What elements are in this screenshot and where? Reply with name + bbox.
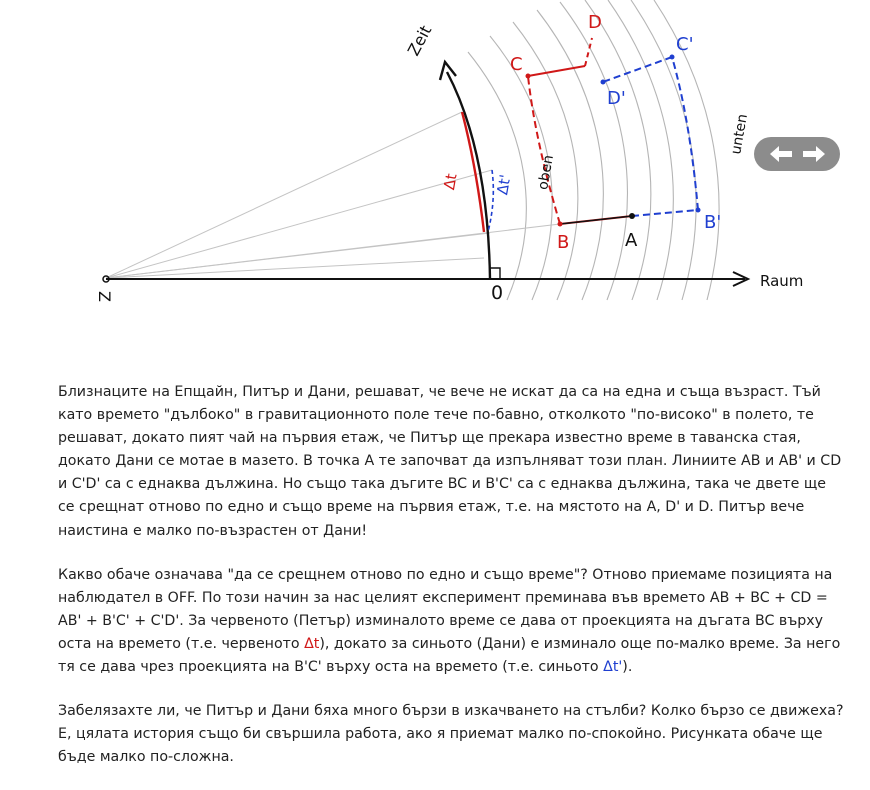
label-delta-t: Δt: [440, 172, 461, 192]
field-arc: [608, 0, 673, 300]
label-d-prime: D': [607, 88, 626, 109]
label-unten: unten: [728, 112, 752, 156]
paragraph-2-part-3: ).: [622, 659, 633, 676]
projection-rays: [106, 112, 560, 278]
segment-ba: [560, 216, 632, 224]
arrow-right-icon: [801, 144, 827, 164]
ray: [106, 233, 490, 278]
spacetime-diagram: [0, 0, 870, 330]
prev-button[interactable]: [768, 144, 794, 164]
right-angle-mark: [490, 268, 500, 279]
paragraph-2: [58, 564, 846, 679]
delta-t-red-text: Δt: [304, 635, 320, 652]
paragraph-1: Близнаците на Епщайн, Питър и Дани, решават, че вече не искат да са на една и съща възраст. Тъй като времето "дълбоко" в гравитационното поле тече по-бавно, отколкото "по-високо" в полето, те решават, докато пият чай на първия етаж, че Питър ще прекара известно време в таванска стая, докато Дани се мотае в мазето. В точка А те започват да изпълняват този план. Линиите АВ и АВ' и CD и C'D' са с еднаква дължина. Но също така дъгите BC и B'C' са с еднаква дължина, така че двете ще се срещнат отново по едно и също време на първия етаж, т.е. на мястото на A, D' и D. Питър вече наистина е малко по-възрастен от Дани!: [58, 384, 842, 539]
ray: [106, 112, 462, 278]
label-d: D: [588, 12, 602, 33]
label-oben: oben: [535, 153, 557, 192]
point-c: [526, 74, 531, 79]
label-zeit: Zeit: [403, 22, 436, 59]
point-d-prime: [601, 80, 606, 85]
ray: [106, 170, 492, 278]
label-c-prime: C': [676, 34, 694, 55]
point-b-prime: [696, 208, 701, 213]
article-body: [58, 381, 846, 790]
label-a: A: [625, 230, 638, 251]
field-arc: [560, 2, 627, 300]
label-b-prime: B': [704, 212, 722, 233]
label-b: B: [557, 232, 570, 253]
paragraph-2-part-2: ), докато за синьото (Дани) е изминало още по-малко време. За него тя се дава чрез проекцията на B'C' върху оста на времето (т.е. синьото: [58, 635, 841, 676]
red-path: [528, 38, 632, 224]
raum-axis: [106, 272, 748, 286]
paragraph-2-part-1: Какво обаче означава "да се срещнем отново по едно и също време"? Отново приемаме позицията на наблюдател в OFF. По този начин за нас целият експеримент преминава във времето AB + BC + CD = AB' + B'C' + C'D'. За червеното (Петър) изминалото време се дава от проекцията на дъгата BC върху оста на времето (т.е. червеното: [58, 566, 833, 652]
point-c-prime: [670, 55, 675, 60]
label-delta-t-prime: Δt': [493, 173, 515, 197]
label-c: C: [510, 54, 523, 75]
point-a: [629, 213, 635, 219]
slider-nav: [754, 137, 840, 171]
zeit-axis: [440, 62, 490, 279]
point-b: [558, 222, 563, 227]
label-center: Z: [95, 291, 114, 302]
paragraph-3: Забелязахте ли, че Питър и Дани бяха много бързи в изкачването на стълби? Колко бързо се движеха? Е, цялата история също би свършила работа, ако я приемат малко по-спокойно. Рисунката обаче ще бъде малко по-сложна.: [58, 703, 844, 766]
arrow-left-icon: [768, 144, 794, 164]
delta-t-blue-marker: [488, 170, 493, 232]
delta-t-blue-text: Δt': [603, 659, 623, 676]
next-button[interactable]: [801, 144, 827, 164]
label-origin: 0: [491, 282, 504, 304]
label-raum: Raum: [760, 272, 804, 290]
field-arc: [585, 0, 651, 300]
ray: [106, 258, 484, 278]
